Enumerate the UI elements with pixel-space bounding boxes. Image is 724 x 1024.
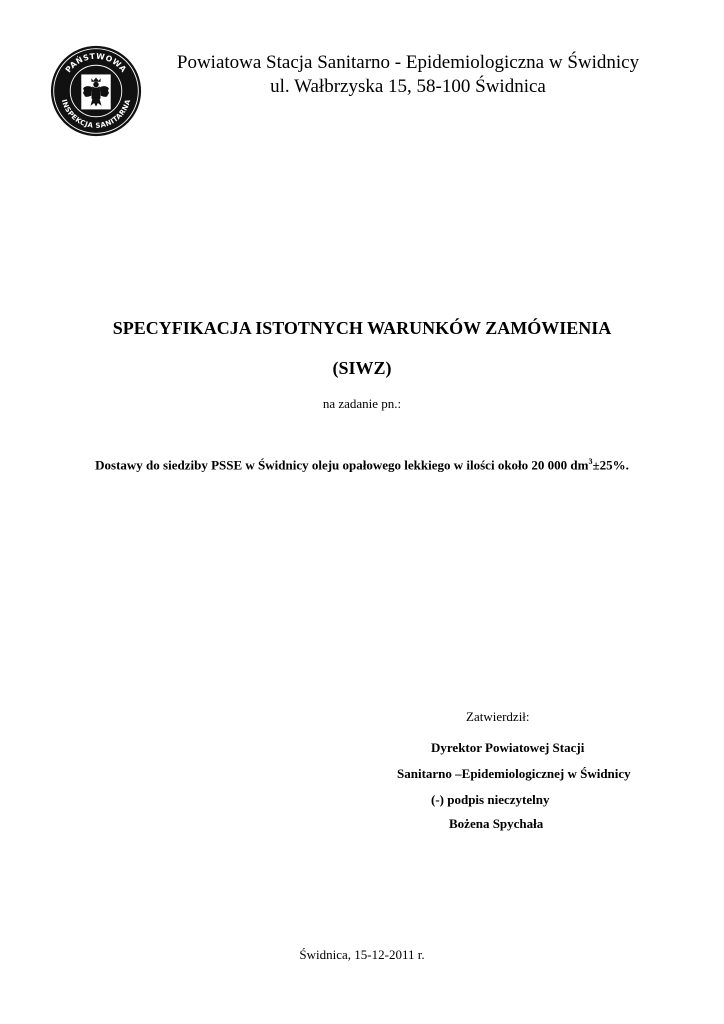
- sanitary-inspection-logo: [50, 45, 142, 137]
- eagle-emblem-icon: [81, 74, 110, 109]
- approver-role-line1: Dyrektor Powiatowej Stacji: [431, 740, 585, 755]
- logo-text-bottom: INSPEKCJA SANITARNA: [59, 98, 133, 130]
- order-subject: [0, 457, 724, 473]
- document-subtitle: na zadanie pn.:: [322, 396, 402, 411]
- institution-address: ul. Wałbrzyska 15, 58-100 Świdnica: [270, 76, 546, 97]
- document-title: SPECYFIKACJA ISTOTNYCH WARUNKÓW ZAMÓWIENIA: [112, 318, 612, 338]
- institution-name: Powiatowa Stacja Sanitarno - Epidemiologiczna w Świdnicy: [176, 52, 640, 73]
- approver-name: Bożena Spychała: [449, 816, 544, 831]
- logo-text-top: PAŃSTWOWA: [63, 51, 129, 75]
- approval-label: Zatwierdził:: [466, 709, 530, 724]
- signature-note: (-) podpis nieczytelny: [431, 792, 550, 807]
- order-subject-end: ±25%.: [592, 457, 629, 473]
- order-subject-superscript: 3: [588, 457, 593, 466]
- approver-role-line2: Sanitarno –Epidemiologicznej w Świdnicy: [397, 766, 631, 781]
- document-title-abbr: (SIWZ): [332, 358, 392, 378]
- place-and-date: Świdnica, 15-12-2011 r.: [299, 947, 425, 962]
- order-subject-main: Dostawy do siedziby PSSE w Świdnicy oleju opałowego lekkiego w ilości około 20 000 dm: [95, 457, 589, 473]
